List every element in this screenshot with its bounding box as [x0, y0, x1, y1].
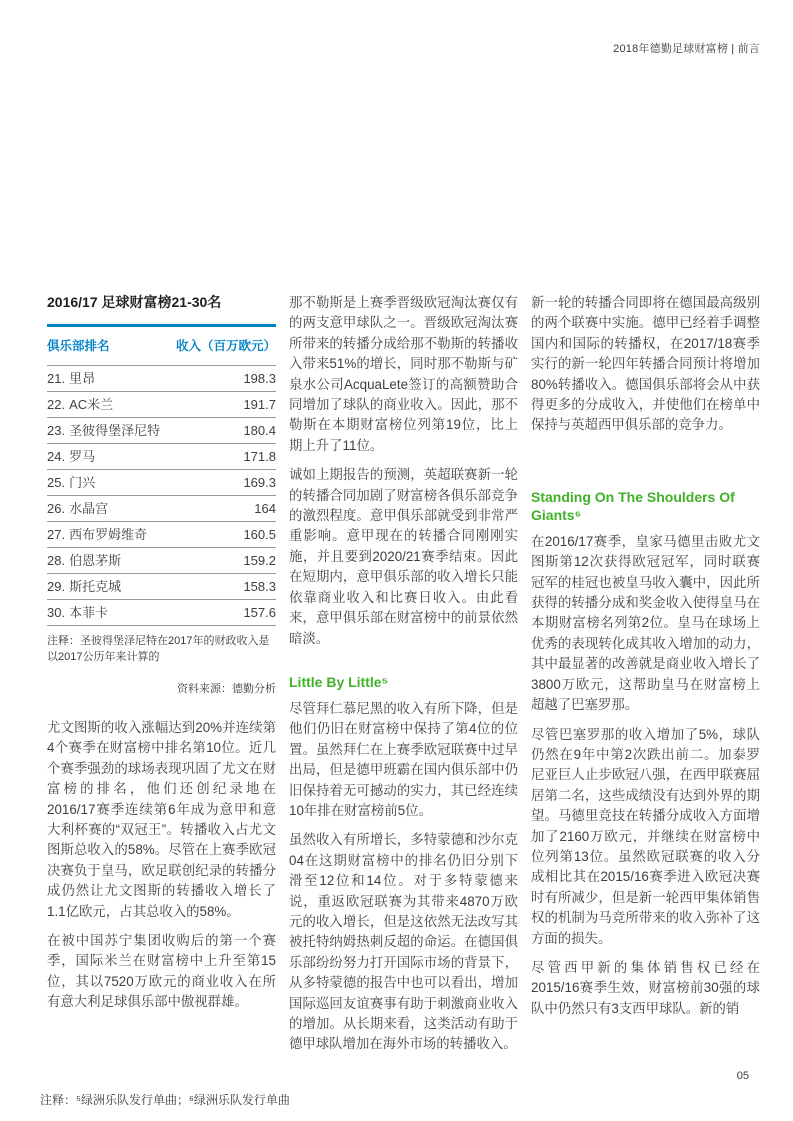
club-rank: 30. — [47, 605, 66, 620]
club-cell — [47, 371, 95, 386]
left-column-text — [47, 718, 276, 1013]
revenue-cell: 160.5 — [243, 527, 276, 542]
table-row — [47, 444, 276, 470]
paragraph: 尽管西甲新的集体销售权已经在2015/16赛季生效，财富榜前30强的球队中仍然只有3支西甲球队。新的销 — [531, 959, 760, 1016]
table-header-revenue: 收入（百万欧元） — [175, 339, 276, 353]
left-column — [47, 293, 276, 1064]
club-name: 西布罗姆维奇 — [69, 527, 148, 542]
paragraph: 诚如上期报告的预测，英超联赛新一轮的转播合同加剧了财富榜各俱乐部竞争的激烈程度。意甲俱乐部就受到非常严重影响。意甲现在的转播合同刚刚实施，并且要到2020/21赛季结束。因此在短期内，意甲俱乐部的收入增长只能依靠商业收入和比赛日收入。由此看来，意甲俱乐部在财富榜中的前景依然暗淡。 — [289, 467, 518, 646]
revenue-cell: 164 — [254, 501, 276, 516]
club-rank: 22. — [47, 397, 66, 412]
club-rank: 27. — [47, 527, 66, 542]
table-row — [47, 418, 276, 444]
paragraph: 虽然收入有所增长，多特蒙德和沙尔克04在这期财富榜中的排名仍旧分别下滑至12位和14位。对于多特蒙德来说，重返欧冠联赛为其带来4870万欧元的收入增长，但是这依然无法改写其被托特纳姆热刺反超的命运。在德国俱乐部纷纷努力打开国际市场的背景下，从多特蒙德的报告中也可以看出，增加国际巡回友谊赛事有助于刺激商业收入的增加。从长期来看，这类活动有助于德甲球队增加在海外市场的转播收入。 — [289, 832, 518, 1052]
revenue-cell: 198.3 — [243, 371, 276, 386]
paragraph: 新一轮的转播合同即将在德国最高级别的两个联赛中实施。德甲已经着手调整国内和国际的转播权，在2017/18赛季实行的新一轮四年转播合同预计将增加80%转播收入。德国俱乐部将会从中获得更多的分成收入，并使他们在榜单中保持与英超西甲俱乐部的竞争力。 — [531, 295, 760, 433]
middle-column — [289, 293, 518, 1064]
table-header-club: 俱乐部排名 — [47, 339, 110, 353]
revenue-cell: 171.8 — [243, 449, 276, 464]
table-note: 注释：圣彼得堡泽尼特在2017年的财政收入是以2017公历年来计算的 — [47, 635, 270, 663]
club-cell — [47, 397, 113, 412]
middle-column-text-bottom — [289, 699, 518, 1055]
table-row — [47, 548, 276, 574]
running-header: 2018年德勤足球财富榜 | 前言 — [613, 43, 760, 55]
revenue-cell: 191.7 — [243, 397, 276, 412]
revenue-cell: 169.3 — [243, 475, 276, 490]
paragraph: 尽管巴塞罗那的收入增加了5%，球队仍然在9年中第2次跌出前二。加泰罗尼亚巨人止步欧冠八强，在西甲联赛屈居第二名，这些成绩没有达到外界的期望。马德里竞技在转播分成收入方面增加了2160万欧元，并继续在财富榜中位列第13位。虽然欧冠联赛的收入分成相比其在2015/16赛季进入欧冠决赛时有所减少，但是新一轮西甲集体销售权的机制为马竞所带来的收入弥补了这方面的损失。 — [531, 726, 760, 946]
table-row — [47, 574, 276, 600]
revenue-cell: 157.6 — [243, 605, 276, 620]
club-cell — [47, 605, 108, 620]
table-row — [47, 600, 276, 626]
right-column-text-bottom — [531, 532, 760, 1019]
section-heading-little-by-little: Little By Little⁵ — [289, 673, 389, 690]
revenue-cell: 159.2 — [243, 553, 276, 568]
table-header-row — [47, 327, 276, 366]
club-cell — [47, 579, 121, 594]
paragraph: 在2016/17赛季，皇家马德里击败尤文图斯第12次获得欧冠冠军，同时联赛冠军的桂冠也被皇马收入囊中，因此所获得的转播分成和奖金收入使得皇马在本期财富榜名列第2位。皇马在球场上优秀的表现转化成其收入增加的动力，其中最显著的改善就是商业收入增长了3800万欧元，这帮助皇马在财富榜上超越了巴塞罗那。 — [531, 533, 760, 713]
club-rank: 28. — [47, 553, 66, 568]
club-name: AC米兰 — [69, 397, 114, 412]
right-column-text-top — [531, 293, 760, 436]
table-row — [47, 392, 276, 418]
club-name: 圣彼得堡泽尼特 — [69, 423, 161, 438]
table-title: 2016/17 足球财富榜21-30名 — [47, 294, 222, 310]
section-heading-standing-on-shoulders: Standing On The Shoulders Of Giants⁶ — [531, 488, 735, 523]
page-content — [47, 293, 760, 1064]
club-rank: 29. — [47, 579, 66, 594]
paragraph: 尤文图斯的收入涨幅达到20%并连续第4个赛季在财富榜中排名第10位。近几个赛季强劲的球场表现巩固了尤文在财富榜的排名，他们还创纪录地在2016/17赛季连续第6年成为意甲和意大利杯赛的“双冠王”。转播收入占尤文图斯总收入的58%。尽管在上赛季欧冠决赛负于皇马，欧足联创纪录的转播分成仍然让尤文图斯的转播收入增长了1.1亿欧元，占其总收入的58%。 — [47, 720, 276, 919]
club-name: 水晶宫 — [69, 501, 109, 516]
club-cell — [47, 423, 160, 438]
table-row — [47, 470, 276, 496]
club-cell — [47, 449, 95, 464]
paragraph: 尽管拜仁慕尼黑的收入有所下降，但是他们仍旧在财富榜中保持了第4位的位置。虽然拜仁在上赛季欧冠联赛中过早出局，但是德甲班霸在国内俱乐部中仍旧保持着无可撼动的实力，其已经连续10年排在财富榜前5位。 — [289, 700, 518, 818]
club-name: 罗马 — [69, 449, 96, 464]
club-name: 本菲卡 — [69, 605, 109, 620]
club-rank: 21. — [47, 371, 66, 386]
money-league-table — [47, 293, 276, 696]
table-row — [47, 366, 276, 392]
club-cell — [47, 501, 108, 516]
revenue-cell: 180.4 — [243, 423, 276, 438]
table-row — [47, 522, 276, 548]
revenue-cell: 158.3 — [243, 579, 276, 594]
table-row — [47, 496, 276, 522]
club-name: 里昂 — [69, 371, 96, 386]
club-cell — [47, 527, 147, 542]
club-name: 斯托克城 — [69, 579, 122, 594]
club-rank: 25. — [47, 475, 66, 490]
club-name: 伯恩茅斯 — [69, 553, 122, 568]
table-body — [47, 366, 276, 626]
club-rank: 23. — [47, 423, 66, 438]
right-column — [531, 293, 760, 1064]
club-name: 门兴 — [69, 475, 96, 490]
club-cell — [47, 475, 95, 490]
club-rank: 26. — [47, 501, 66, 516]
footnotes: 注释：⁵绿洲乐队发行单曲；⁶绿洲乐队发行单曲 — [40, 1093, 290, 1107]
paragraph: 那不勒斯是上赛季晋级欧冠淘汰赛仅有的两支意甲球队之一。晋级欧冠淘汰赛所带来的转播分成给那不勒斯的转播收入带来51%的增长，同时那不勒斯与矿泉水公司AcquaLete签订的高额赞助合同增加了球队的商业收入。因此，那不勒斯在本期财富榜位列第19位，比上期上升了11位。 — [289, 295, 518, 453]
page-number: 05 — [736, 1070, 749, 1082]
paragraph: 在被中国苏宁集团收购后的第一个赛季，国际米兰在财富榜中上升至第15位，其以7520万欧元的商业收入在所有意大利足球俱乐部中傲视群雄。 — [47, 933, 276, 1010]
club-cell — [47, 553, 121, 568]
middle-column-text-top — [289, 293, 518, 649]
club-rank: 24. — [47, 449, 66, 464]
table-source: 资料来源：德勤分析 — [177, 683, 276, 695]
